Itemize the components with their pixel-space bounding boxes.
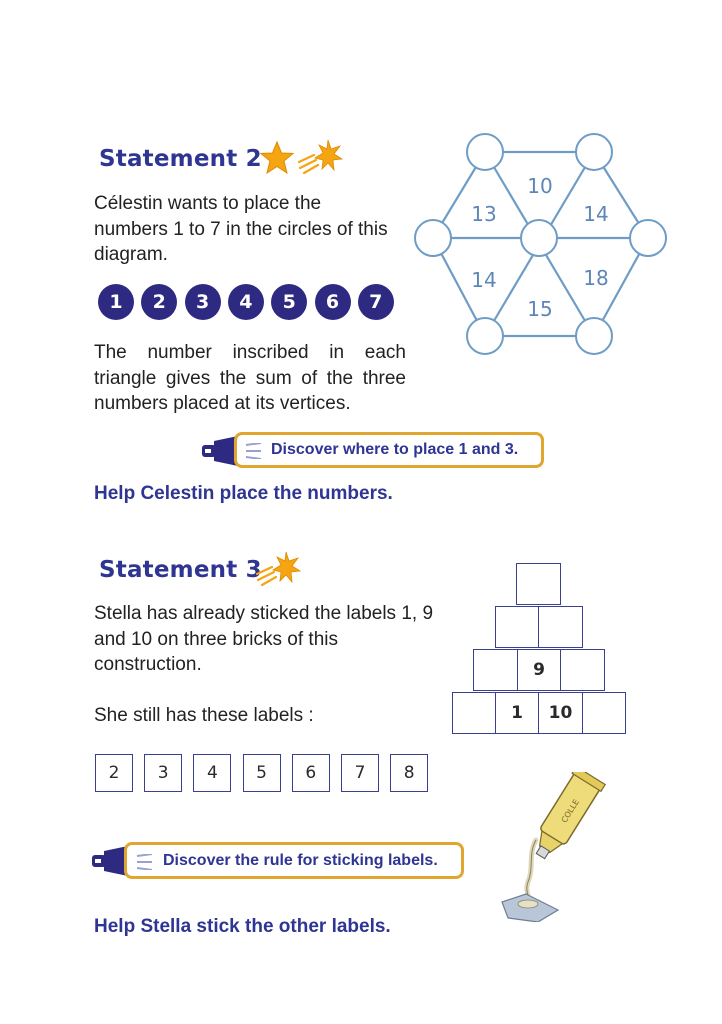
statement-3-title: Statement 3	[99, 557, 262, 583]
statement-2-intro: Célestin wants to place the numbers 1 to 7 in the circles of this diagram.	[94, 193, 388, 265]
brick-row3-left[interactable]	[473, 649, 518, 691]
brick-row4-1[interactable]	[452, 692, 496, 734]
triangle-sum-upper-right: 14	[583, 202, 609, 226]
triangle-sum-lower-left: 14	[471, 268, 497, 292]
number-token[interactable]: 2	[141, 284, 177, 320]
still-has-labels-text: She still has these labels :	[94, 705, 314, 726]
vertex-circle-top-right	[576, 134, 612, 170]
hint-text-statement-3: Discover the rule for sticking labels.	[163, 851, 438, 869]
number-token[interactable]: 6	[315, 284, 351, 320]
brick-row4-2[interactable]: 1	[495, 692, 539, 734]
vertex-circle-left	[415, 220, 451, 256]
brick-row2-left[interactable]	[495, 606, 539, 648]
label-tile[interactable]: 7	[341, 754, 379, 792]
brick-row3-middle[interactable]: 9	[517, 649, 561, 691]
triangle-sum-lower-right: 18	[583, 266, 609, 290]
statement-3-intro: Stella has already sticked the labels 1, 9 and 10 on three bricks of this construction.	[94, 603, 434, 675]
hint-box-statement-2	[234, 432, 544, 468]
vertex-circle-bottom-right	[576, 318, 612, 354]
vertex-circle-top-left	[467, 134, 503, 170]
shooting-star-icon	[298, 138, 344, 176]
statement-2-rule: The number inscribed in each triangle gives the sum of the three numbers placed at its vertices.	[94, 342, 406, 414]
label-tile[interactable]: 2	[95, 754, 133, 792]
label-tile[interactable]: 8	[390, 754, 428, 792]
brick-top[interactable]	[516, 563, 561, 605]
vertex-circle-bottom-left	[467, 318, 503, 354]
statement-2-title: Statement 2	[99, 146, 262, 172]
label-tile[interactable]: 4	[193, 754, 231, 792]
vertex-circle-right	[630, 220, 666, 256]
brick-row4-3[interactable]: 10	[538, 692, 583, 734]
triangle-sum-top: 10	[527, 174, 553, 198]
help-stella-text: Help Stella stick the other labels.	[94, 916, 391, 937]
number-token[interactable]: 4	[228, 284, 264, 320]
glue-tube-label: COLLE	[559, 797, 581, 825]
label-tile[interactable]: 3	[144, 754, 182, 792]
triangle-sum-upper-left: 13	[471, 202, 497, 226]
label-tile[interactable]: 5	[243, 754, 281, 792]
help-celestin-text: Help Celestin place the numbers.	[94, 483, 393, 504]
brick-row2-right[interactable]	[538, 606, 583, 648]
star-icon	[259, 140, 295, 176]
light-rays-icon	[136, 854, 154, 870]
vertex-circle-center	[521, 220, 557, 256]
number-token[interactable]: 3	[185, 284, 221, 320]
number-token[interactable]: 1	[98, 284, 134, 320]
number-token[interactable]: 5	[271, 284, 307, 320]
hint-box-statement-3	[124, 842, 464, 879]
number-token[interactable]: 7	[358, 284, 394, 320]
triangle-sum-bottom: 15	[527, 297, 553, 321]
shooting-star-icon	[256, 550, 302, 588]
hint-text-statement-2: Discover where to place 1 and 3.	[271, 441, 519, 458]
label-tile[interactable]: 6	[292, 754, 330, 792]
glue-tube-icon	[498, 772, 613, 922]
brick-row4-4[interactable]	[582, 692, 626, 734]
light-rays-icon	[245, 443, 263, 459]
brick-row3-right[interactable]	[560, 649, 605, 691]
triangle-hexagon-diagram	[412, 130, 667, 362]
